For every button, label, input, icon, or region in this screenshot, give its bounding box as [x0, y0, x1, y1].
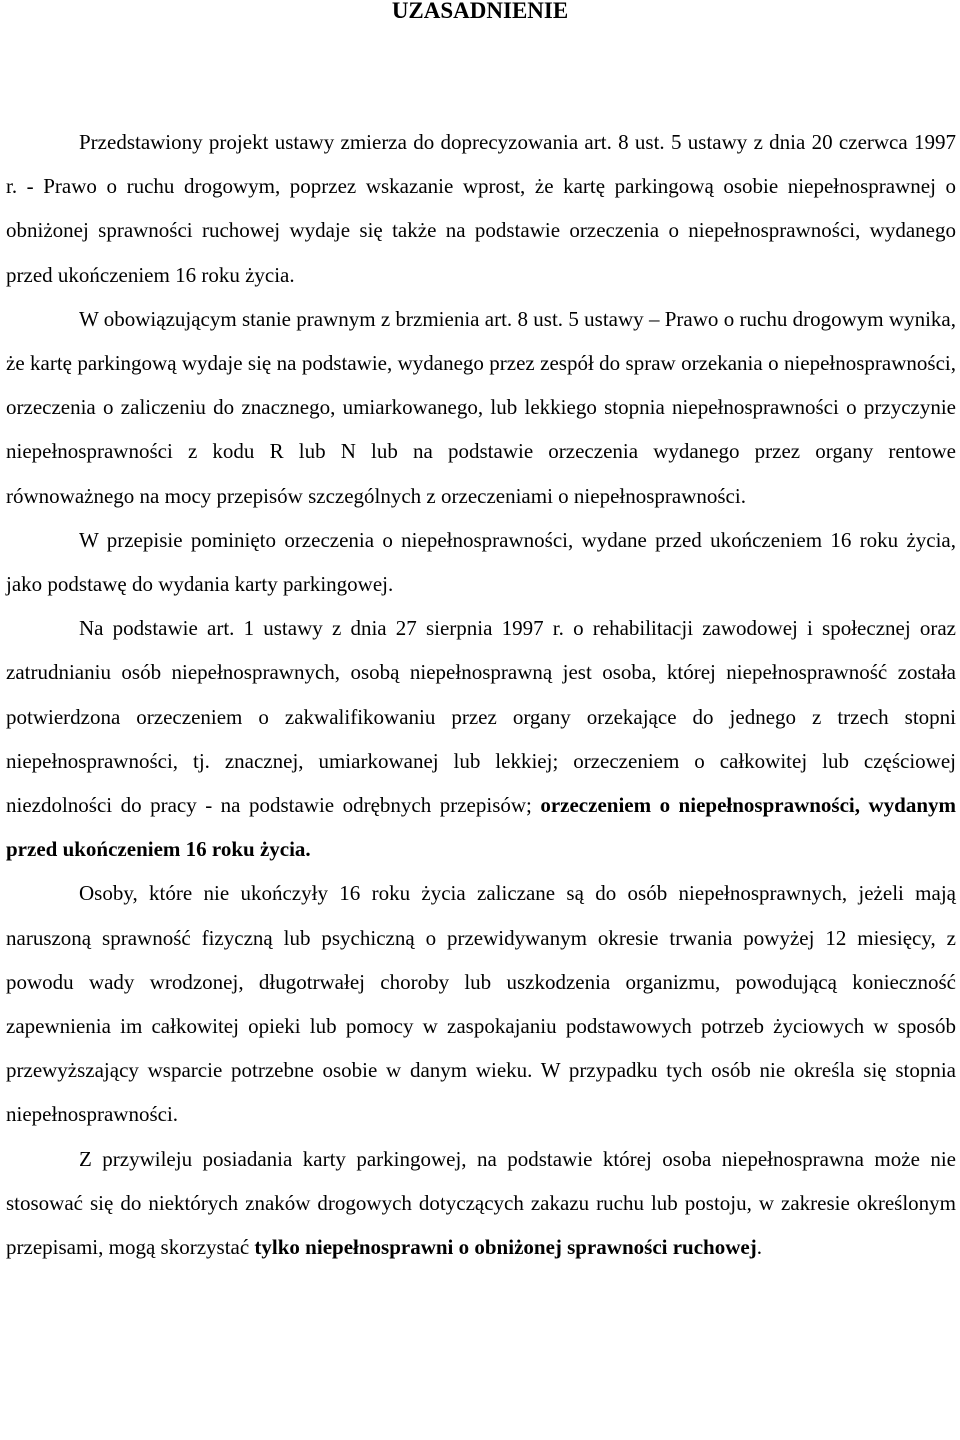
- paragraph-6-end: .: [756, 1235, 762, 1260]
- paragraph-5: Osoby, które nie ukończyły 16 roku życia zaliczane są do osób niepełnosprawnych, jeżeli mają naruszoną sprawność fizyczną lub psychiczną o przewidywanym okresie trwania powyżej 12 miesięcy, z powodu wady wrodzonej, długotrwałej choroby lub uszkodzenia organizmu, powodującą konieczność zapewnienia im całkowitej opieki lub pomocy w zaspokajaniu podstawowych potrzeb życiowych w sposób przewyższający wsparcie potrzebne osobie w danym wieku. W przypadku tych osób nie określa się stopnia niepełnosprawności.: [6, 881, 956, 1127]
- paragraph-6-bold: tylko niepełnosprawni o obniżonej sprawności ruchowej: [254, 1235, 757, 1260]
- paragraph-2: W obowiązującym stanie prawnym z brzmienia art. 8 ust. 5 ustawy – Prawo o ruchu drogowym wynika, że kartę parkingową wydaje się na podstawie, wydanego przez zespół do spraw orzekania o niepełnosprawności, orzeczenia o zaliczeniu do znacznego, umiarkowanego, lub lekkiego stopnia niepełnosprawności o przyczynie niepełnosprawności z kodu R lub N lub na podstawie orzeczenia wydanego przez organy rentowe równoważnego na mocy przepisów szczególnych z orzeczeniami o niepełnosprawności.: [6, 306, 956, 508]
- paragraph-1: Przedstawiony projekt ustawy zmierza do doprecyzowania art. 8 ust. 5 ustawy z dnia 20 czerwca 1997 r. - Prawo o ruchu drogowym, poprzez wskazanie wprost, że kartę parkingową osobie niepełnosprawnej o obniżonej sprawności ruchowej wydaje się także na podstawie orzeczenia o niepełnosprawności, wydanego przed ukończeniem 16 roku życia.: [6, 130, 956, 287]
- paragraph-4-bold: orzeczeniem o niepełnosprawności, wydanym przed ukończeniem 16 roku życia.: [6, 793, 956, 862]
- paragraph-4-text: Na podstawie art. 1 ustawy z dnia 27 sierpnia 1997 r. o rehabilitacji zawodowej i społecznej oraz zatrudnianiu osób niepełnosprawnych, osobą niepełnosprawną jest osoba, której niepełnosprawność została potwierdzona orzeczeniem o zakwalifikowaniu przez organy orzekające do jednego z trzech stopni niepełnosprawności, tj. znacznej, umiarkowanej lub lekkiej; orzeczeniem o całkowitej lub częściowej niezdolności do pracy - na podstawie odrębnych przepisów;: [6, 616, 956, 818]
- document-title: UZASADNIENIE: [391, 0, 569, 23]
- paragraph-4: [6, 606, 956, 871]
- paragraph-6: [6, 1137, 956, 1270]
- paragraph-3: W przepisie pominięto orzeczenia o niepełnosprawności, wydane przed ukończeniem 16 roku życia, jako podstawę do wydania karty parkingowej.: [6, 527, 956, 597]
- paragraph-6-text: Z przywileju posiadania karty parkingowej, na podstawie której osoba niepełnosprawna może nie stosować się do niektórych znaków drogowych dotyczących zakazu ruchu lub postoju, w zakresie określonym przepisami, mogą skorzystać: [6, 1146, 956, 1260]
- document-body: [6, 120, 956, 1269]
